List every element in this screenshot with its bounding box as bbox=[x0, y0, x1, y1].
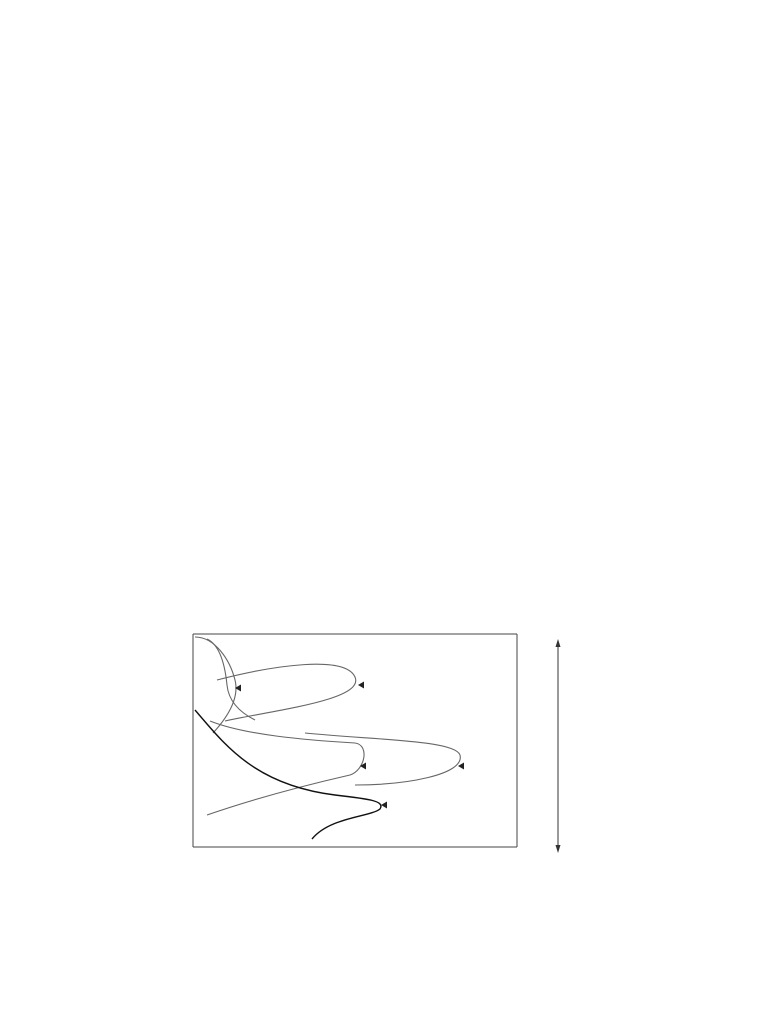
chromatography-curve bbox=[195, 710, 381, 839]
arrow-up-icon bbox=[556, 639, 561, 647]
membranes-curve bbox=[195, 637, 236, 733]
e2d-pointer-icon bbox=[458, 763, 464, 770]
arrow-down-icon bbox=[556, 845, 561, 853]
e1d-pointer-icon bbox=[360, 763, 366, 770]
pulsed-field-curve bbox=[217, 664, 356, 721]
separation-methods-figure bbox=[155, 625, 615, 880]
electrophoresis-1d-curve bbox=[207, 721, 364, 815]
chromatography-pointer-icon bbox=[381, 802, 387, 809]
pulsed-pointer-icon bbox=[358, 682, 364, 689]
